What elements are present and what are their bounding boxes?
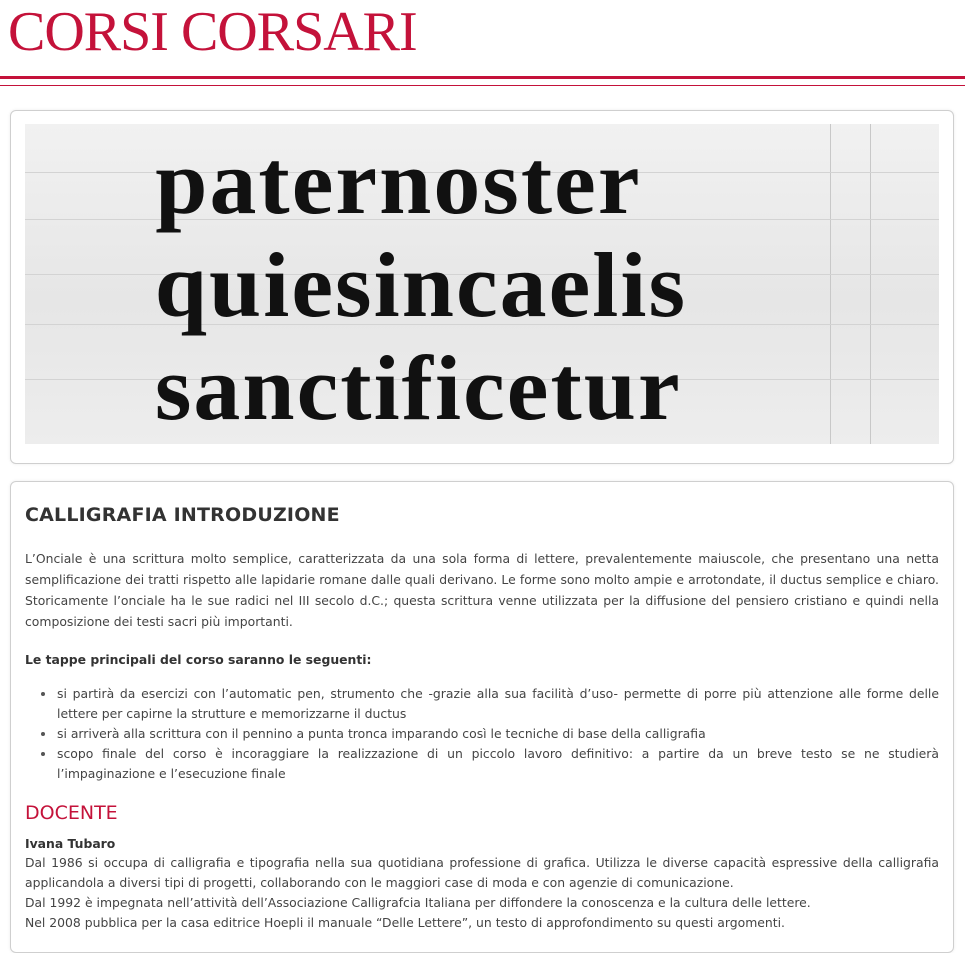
page-title: CALLIGRAFIA INTRODUZIONE (25, 504, 340, 526)
intro-paragraph: L’Onciale è una scrittura molto semplice, caratterizzata da una sola forma di lettere, prevalentemente maiuscole, che presentano una netta semplificazione dei tratti rispetto alle lapidarie romane dalle quali derivano. Le forme sono molto ampie e arrotondate, il ductus semplice e chiaro. Storicamente l’onciale ha le sue radici nel III secolo d.C.; questa scrittura venne utilizzata per la diffusione del pensiero cristiano e quindi nella composizione dei testi sacri più importanti. (25, 551, 939, 629)
header-rule (0, 76, 965, 79)
site-logo[interactable]: CORSI CORSARI (8, 1, 417, 63)
docente-heading: DOCENTE (25, 802, 118, 824)
bio-line: Nel 2008 pubblica per la casa editrice Hoepli il manuale “Delle Lettere”, un testo di approfondimento su questi argomenti. (25, 915, 785, 930)
site-header (0, 0, 965, 92)
docente-name: Ivana Tubaro (25, 836, 116, 851)
steps-heading: Le tappe principali del corso saranno le seguenti: (25, 652, 372, 667)
hero-panel (10, 110, 954, 464)
steps-list (25, 684, 939, 784)
article-panel (10, 481, 954, 953)
calligraphy-image (25, 124, 939, 444)
docente-bio (25, 853, 939, 933)
calligraphy-line: sanctificetur (154, 337, 682, 439)
bio-line: Dal 1992 è impegnata nell’attività dell’Associazione Calligrafcia Italiana per diffondere la conoscenza e la cultura delle lettere. (25, 895, 811, 910)
calligraphy-line: paternoster (155, 131, 642, 233)
list-item: si arriverà alla scrittura con il pennino a punta tronca imparando così le tecniche di base della calligrafia (25, 724, 939, 744)
header-rule-thin (0, 85, 965, 86)
calligraphy-line: quiesincaelis (154, 234, 688, 336)
bio-line: Dal 1986 si occupa di calligrafia e tipografia nella sua quotidiana professione di grafica. Utilizza le diverse capacità espressive della calligrafia applicandola a diversi tipi di progetti, collaborando con le maggiori case di moda e con agenzie di comunicazione. (25, 855, 939, 890)
list-item: scopo finale del corso è incoraggiare la realizzazione di un piccolo lavoro definitivo: a partire da un breve testo se ne studierà l’impaginazione e l’esecuzione finale (25, 744, 939, 784)
list-item: si partirà da esercizi con l’automatic pen, strumento che -grazie alla sua facilità d’uso- permette di porre più attenzione alle forme delle lettere per capirne la strutture e memorizzarne il ductus (25, 684, 939, 724)
